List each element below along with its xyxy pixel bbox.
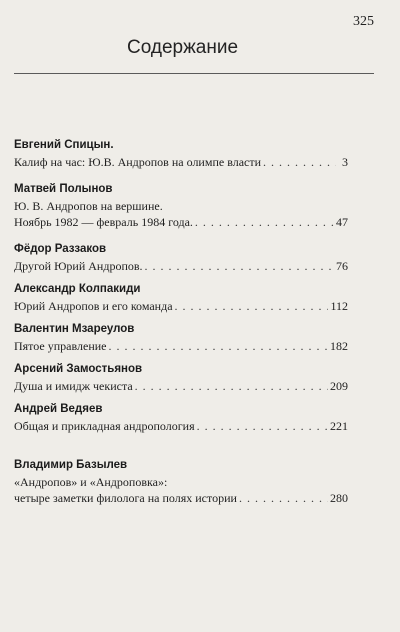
toc-page: 182 — [330, 339, 348, 353]
toc-author: Арсений Замостьянов — [14, 363, 143, 375]
toc-page: 76 — [336, 259, 348, 273]
toc-page: 280 — [330, 491, 348, 505]
toc-line — [14, 475, 348, 489]
toc-entry — [14, 362, 348, 393]
toc-line — [14, 259, 348, 273]
leader-dots — [108, 339, 328, 353]
toc-page: 112 — [330, 299, 348, 313]
leader-dots — [175, 299, 329, 313]
page-title: Содержание — [127, 37, 239, 58]
toc-author: Матвей Полынов — [14, 183, 113, 195]
toc-line — [14, 379, 348, 393]
toc-entry — [14, 182, 348, 229]
toc-author: Андрей Ведяев — [14, 403, 103, 415]
toc-title: Калиф на час: Ю.В. Андропов на олимпе власти — [14, 155, 262, 169]
toc-author: Валентин Мзареулов — [14, 323, 135, 335]
toc-page: 3 — [342, 155, 348, 169]
toc-line — [14, 491, 348, 505]
toc-entry — [14, 402, 348, 433]
toc-title: Общая и прикладная андропология — [14, 419, 195, 433]
toc-line — [14, 215, 348, 229]
leader-dots — [195, 215, 334, 229]
toc-author: Александр Колпакиди — [14, 283, 141, 295]
toc-line — [14, 199, 348, 213]
toc-line — [14, 419, 348, 433]
toc-entry — [14, 242, 348, 273]
toc-line — [14, 299, 348, 313]
toc-title: Душа и имидж чекиста — [14, 379, 133, 393]
toc-page: 221 — [330, 419, 348, 433]
toc-title: четыре заметки филолога на полях истории — [14, 491, 237, 505]
toc-page: 47 — [336, 215, 348, 229]
toc-entry — [14, 458, 348, 505]
toc-title: «Андропов» и «Андроповка»: — [14, 475, 168, 489]
toc-page: 209 — [330, 379, 348, 393]
toc-author: Евгений Спицын. — [14, 139, 114, 151]
toc-line — [14, 339, 348, 353]
toc-title: Юрий Андропов и его команда — [14, 299, 173, 313]
toc-entry — [14, 138, 348, 169]
toc-title: Пятое управление — [14, 339, 107, 353]
toc-title: Ноябрь 1982 — февраль 1984 года. — [14, 215, 193, 229]
leader-dots — [197, 419, 328, 433]
toc-entry — [14, 282, 348, 313]
leader-dots — [135, 379, 328, 393]
leader-dots — [145, 259, 334, 273]
toc-title: Другой Юрий Андропов. — [14, 259, 143, 273]
toc-author: Фёдор Раззаков — [14, 243, 107, 255]
toc-author: Владимир Базылев — [14, 459, 128, 471]
leader-dots — [239, 491, 328, 505]
toc-line — [14, 155, 348, 169]
toc-title: Ю. В. Андропов на вершине. — [14, 199, 163, 213]
leader-dots — [263, 155, 336, 169]
toc-entry — [14, 322, 348, 353]
page-number: 325 — [353, 14, 374, 29]
title-rule — [14, 73, 374, 74]
